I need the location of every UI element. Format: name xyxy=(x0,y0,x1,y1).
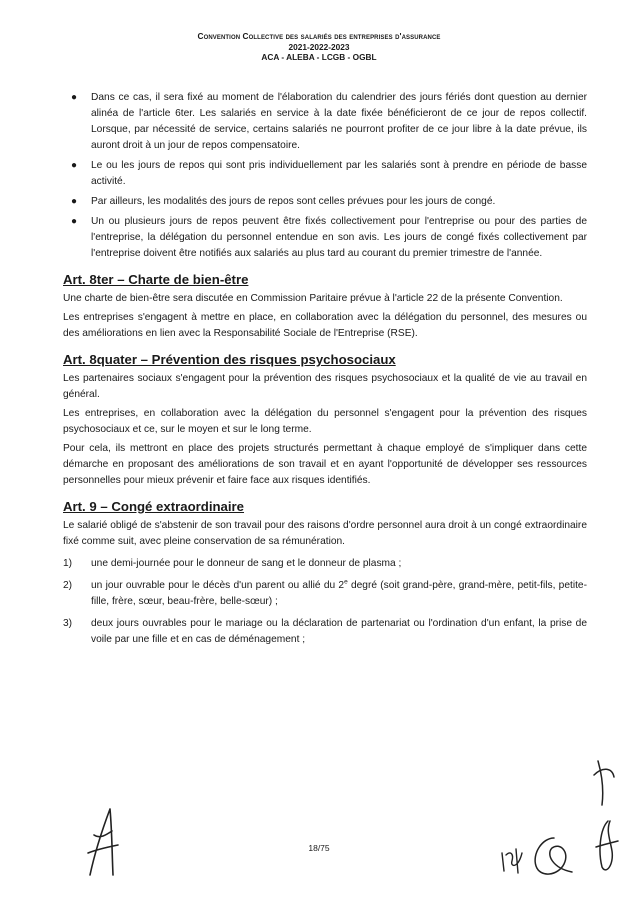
list-item xyxy=(63,616,587,648)
list-item xyxy=(63,158,587,190)
header-years: 2021-2022-2023 xyxy=(288,41,350,52)
numbered-list xyxy=(63,556,587,648)
list-number: 3) xyxy=(63,618,73,629)
list-item-text: degré (soit grand-père, grand-mère, petit-fils, petite-fille, frère, sœur, beau-frère, belle-sœur) ; xyxy=(91,580,587,607)
list-item-text: deux jours ouvrables pour le mariage ou la déclaration de partenariat ou l'ordination d'un enfant, la prise de voile par une fille et en cas de déménagement ; xyxy=(91,618,587,645)
list-item-text: une demi-journée pour le donneur de sang et le donneur de plasma ; xyxy=(91,558,402,569)
page-number: 18/75 xyxy=(308,843,330,853)
list-item xyxy=(63,214,587,262)
signature-loop xyxy=(524,832,579,882)
list-item-text: Par ailleurs, les modalités des jours de repos sont celles prévues pour les jours de congé. xyxy=(91,196,496,207)
list-item xyxy=(63,90,587,154)
paragraph: Les entreprises, en collaboration avec la délégation du personnel s'engagent pour la prévention des risques psychosociaux et ce, sur le moyen et sur le long terme. xyxy=(63,408,587,435)
header-title: Convention Collective des salariés des entreprises d'assurance xyxy=(197,31,441,41)
list-item-text: Dans ce cas, il sera fixé au moment de l'élaboration du calendrier des jours fériés dont question au dernier alinéa de l'article 6ter. Les salariés en service à la date fixée bénéficieront de ce jour de repos collectif. Lorsque, par nécessité de service, certains salariés ne pourront profiter de ce jour libre à la date prévue, ils auront droit à un jour de repos compensatoire. xyxy=(91,92,587,151)
list-item-text: Le ou les jours de repos qui sont pris individuellement par les salariés sont à prendre en période de basse activité. xyxy=(91,160,587,187)
section-heading-art8ter: Art. 8ter – Charte de bien-être xyxy=(63,272,249,287)
list-number: 1) xyxy=(63,558,73,569)
list-item-text: Un ou plusieurs jours de repos peuvent être fixés collectivement pour l'entreprise ou pour des parties de l'entreprise, la délégation du personnel entendue en son avis. Les jours de congé fixés collectivement par l'entreprise doivent être notifiés aux salariés au plus tard au courant du premier trimestre de l'année. xyxy=(91,216,587,259)
list-number: 2) xyxy=(63,580,73,591)
list-item xyxy=(63,578,587,610)
paragraph: Pour cela, ils mettront en place des projets structurés permettant à chaque employé de s'impliquer dans cette démarche en proposant des améliorations de son travail et en ayant l'opportunité de développer ses ressources personnelles pour mieux prévenir et faire face aux risques identifiés. xyxy=(63,443,587,486)
list-item-text: un jour ouvrable pour le décès d'un parent ou allié du 2 xyxy=(91,580,345,591)
list-item xyxy=(63,556,587,572)
paragraph: Les entreprises s'engagent à mettre en place, en collaboration avec la délégation du personnel, des mesures ou des améliorations en lien avec la Responsabilité Sociale de l'Entreprise (RSE). xyxy=(63,312,587,339)
paragraph: Les partenaires sociaux s'engagent pour la prévention des risques psychosociaux et la qualité de vie au travail en général. xyxy=(63,373,587,400)
list-item xyxy=(63,194,587,210)
paragraph: Une charte de bien-être sera discutée en Commission Paritaire prévue à l'article 22 de la présente Convention. xyxy=(63,293,563,304)
bullet-icon: ● xyxy=(71,92,78,103)
bullet-list xyxy=(63,90,587,262)
paragraph: Le salarié obligé de s'abstenir de son travail pour des raisons d'ordre personnel aura droit à un congé extraordinaire fixé comme suit, avec pleine conservation de sa rémunération. xyxy=(63,520,587,547)
bullet-icon: ● xyxy=(71,196,78,207)
signature-initials-right xyxy=(588,755,623,880)
document-body xyxy=(63,90,587,654)
superscript: e xyxy=(344,578,348,586)
bullet-icon: ● xyxy=(71,160,78,171)
signature-initials-left xyxy=(82,805,122,880)
header-signatories: ACA - ALEBA - LCGB - OGBL xyxy=(261,52,377,62)
document-header xyxy=(0,31,638,63)
section-heading-art9: Art. 9 – Congé extraordinaire xyxy=(63,499,245,514)
section-heading-art8quater: Art. 8quater – Prévention des risques psychosociaux xyxy=(63,352,396,367)
bullet-icon: ● xyxy=(71,216,78,227)
